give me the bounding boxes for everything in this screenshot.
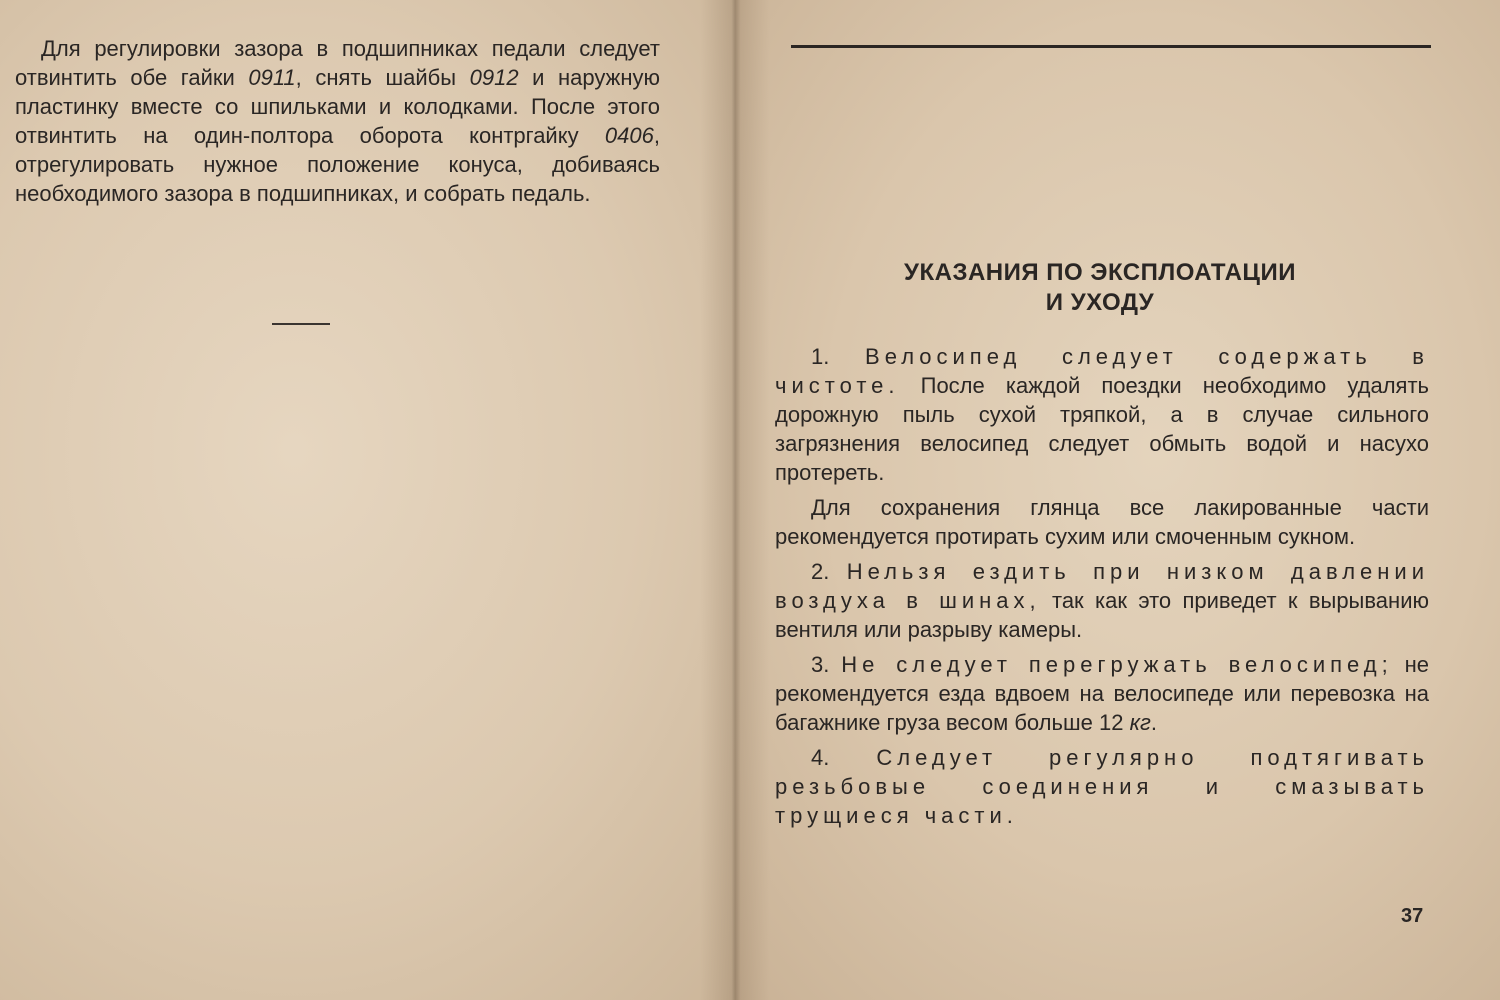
item-lead: Велосипед следует содержать в чистоте.	[775, 344, 1429, 398]
item-text: так как это приведет к вырыванию вентиля или разрыву камеры.	[775, 588, 1429, 642]
heading-line-1: УКАЗАНИЯ ПО ЭКСПЛОАТАЦИИ	[904, 259, 1296, 286]
right-page	[735, 0, 1500, 1000]
item-text: .	[1150, 710, 1157, 735]
instruction-item-1-note	[775, 493, 1429, 551]
item-number: 2.	[811, 559, 830, 584]
item-text: Для сохранения глянца все лакированные части рекомендуется протирать сухим или смоченным сукном.	[775, 495, 1429, 549]
item-text: После каждой поездки необходимо удалять дорожную пыль сухой тряпкой, а в случае сильного загрязнения велосипед следует обмыть водой и насухо протереть.	[775, 373, 1429, 485]
item-lead: Не следует перегружать велосипед;	[841, 652, 1393, 677]
heading-line-2: И УХОДУ	[1045, 289, 1155, 316]
instructions-list	[775, 342, 1429, 836]
section-end-dash	[272, 323, 330, 325]
part-ref-0912: 0912	[469, 65, 519, 90]
item-number: 3.	[811, 652, 830, 677]
pedal-adjustment-paragraph	[15, 34, 660, 208]
instruction-item-2	[775, 557, 1429, 644]
page-number: 37	[1401, 905, 1424, 927]
paragraph-text: Для регулировки зазора в подшипниках педали следует отвинтить обе гайки	[15, 36, 660, 90]
instruction-item-3	[775, 650, 1429, 737]
item-lead: Нельзя ездить при низком давлении воздуха в шинах,	[775, 559, 1429, 613]
item-text: не рекомендуется езда вдвоем на велосипеде или перевозка на багажнике груза весом больше 12	[775, 652, 1429, 735]
top-rule	[791, 45, 1431, 48]
part-ref-0911: 0911	[248, 65, 296, 90]
instruction-item-1	[775, 342, 1429, 487]
part-ref-0406: 0406	[604, 123, 654, 148]
unit-kg: кг	[1129, 710, 1151, 735]
paragraph-text: и наружную пластинку вместе со шпильками и колодками. После этого отвинтить на один-полтора оборота контргайку	[15, 65, 661, 148]
item-lead: Следует регулярно подтягивать резьбовые соединения и смазывать трущиеся части.	[775, 745, 1429, 828]
left-text-block	[15, 34, 660, 208]
paragraph-text: , снять шайбы	[295, 65, 470, 90]
item-number: 4.	[811, 745, 830, 770]
section-heading	[815, 258, 1385, 318]
instruction-item-4	[775, 743, 1429, 830]
book-gutter	[700, 0, 770, 1000]
left-page	[0, 0, 735, 1000]
paragraph-text: , отрегулировать нужное положение конуса, добиваясь необходимого зазора в подшипниках, и собрать педаль.	[15, 123, 660, 206]
item-number: 1.	[811, 344, 830, 369]
